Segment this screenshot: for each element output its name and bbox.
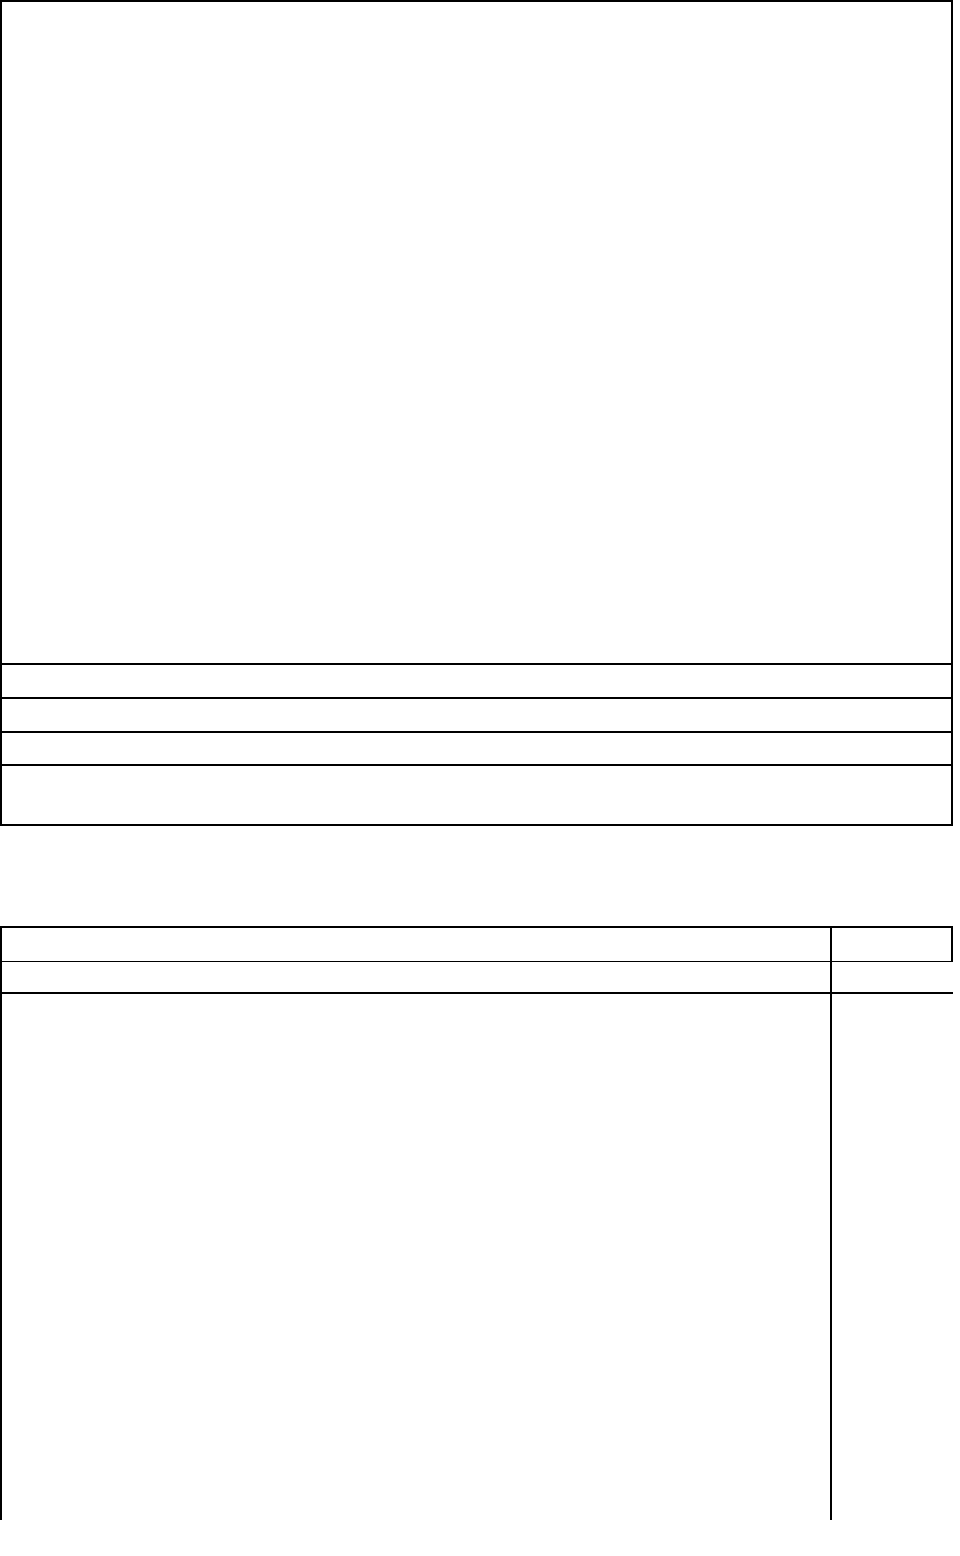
upper-table-top-border [0,0,953,2]
upper-table-left-border [0,0,2,826]
notes-values-right-border [830,992,832,1520]
upper-table-bottom-border [0,824,953,826]
resultat [0,734,960,767]
notes-right-border [951,926,953,962]
notes-header-sep [0,992,953,994]
notes-header [0,929,960,962]
notes-left-border [0,926,2,1520]
resultat-procent-line1 [0,766,960,799]
upper-table-right-border [951,0,953,826]
totalt-finansiering [0,666,960,699]
